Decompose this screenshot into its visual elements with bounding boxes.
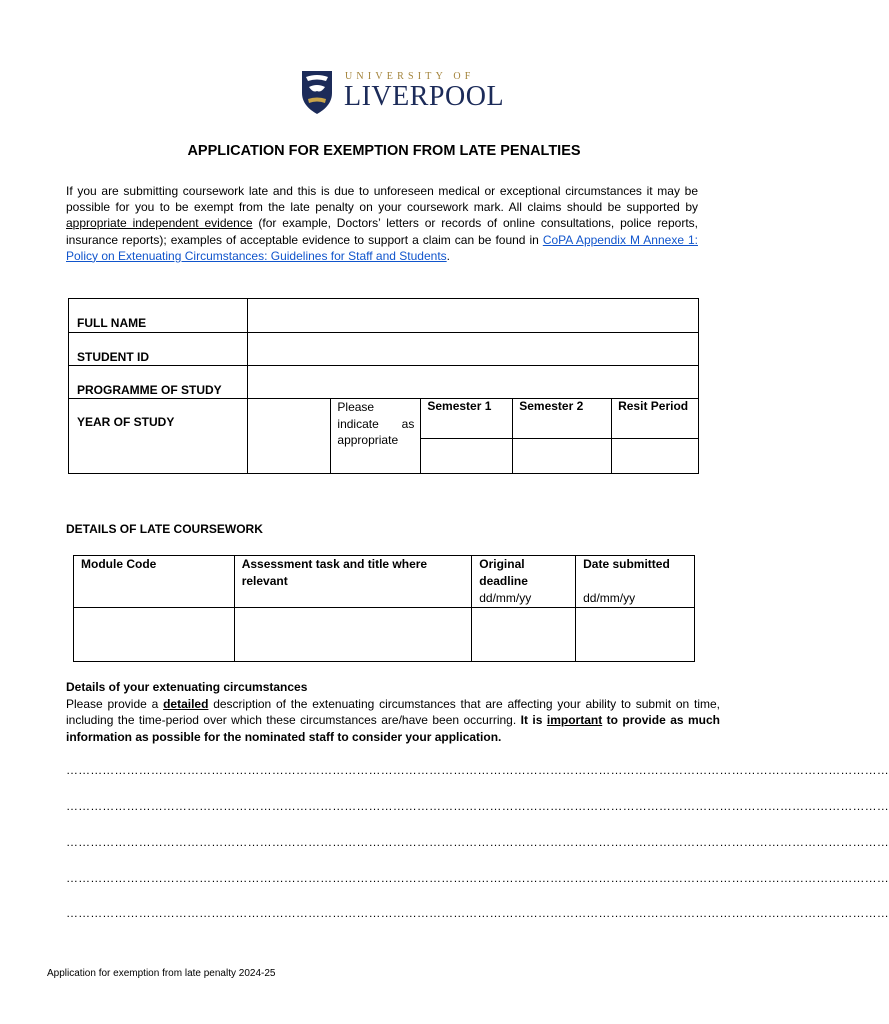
student-id-field[interactable] xyxy=(247,333,698,366)
instr-detailed: detailed xyxy=(163,696,209,711)
answer-line-3[interactable]: …………………………………………………………………………………………………………………………………………………………………………………… xyxy=(66,835,889,849)
intro-paragraph xyxy=(66,183,698,264)
instr-bold-1: It is xyxy=(520,713,547,727)
intro-text-3: . xyxy=(446,248,450,263)
module-code-header: Module Code xyxy=(74,556,235,608)
module-code-field[interactable] xyxy=(74,608,235,662)
student-id-label: STUDENT ID xyxy=(69,333,248,366)
answer-line-2[interactable]: …………………………………………………………………………………………………………………………………………………………………………………… xyxy=(66,799,889,813)
semester-1-checkbox-cell[interactable] xyxy=(421,439,513,474)
logo-liverpool: LIVERPOOL xyxy=(344,81,505,112)
late-coursework-heading: DETAILS OF LATE COURSEWORK xyxy=(66,522,263,536)
original-deadline-label: Original deadline xyxy=(479,557,528,588)
original-deadline-header xyxy=(472,556,576,608)
full-name-label: FULL NAME xyxy=(69,299,248,333)
instr-bold-2: to provide as much information as possible for the nominated staff to consider your application. xyxy=(66,713,721,744)
indicate-note: Please indicate as appropriate xyxy=(331,399,421,474)
date-submitted-format: dd/mm/yy xyxy=(583,591,636,605)
date-submitted-label: Date submitted xyxy=(583,557,670,571)
instr-important: important xyxy=(546,713,603,727)
circumstances-section xyxy=(66,679,720,745)
year-of-study-label: YEAR OF STUDY xyxy=(69,399,248,474)
original-deadline-field[interactable] xyxy=(472,608,576,662)
circumstances-heading: Details of your extenuating circumstances xyxy=(66,680,308,694)
answer-line-5[interactable]: …………………………………………………………………………………………………………………………………………………………………………………… xyxy=(66,906,889,920)
form-title: APPLICATION FOR EXEMPTION FROM LATE PENALTIES xyxy=(187,143,581,159)
copa-policy-link[interactable]: CoPA Appendix M Annexe 1: Policy on Extenuating Circumstances: Guidelines for Staff and Students xyxy=(66,232,698,263)
assessment-field[interactable] xyxy=(234,608,472,662)
intro-evidence-underlined: appropriate independent evidence xyxy=(66,216,253,231)
date-submitted-field[interactable] xyxy=(576,608,695,662)
programme-label: PROGRAMME OF STUDY xyxy=(69,366,248,399)
late-coursework-table xyxy=(73,555,695,662)
instr-text-1: Please provide a xyxy=(66,696,164,711)
crest-icon xyxy=(300,69,334,115)
answer-line-1[interactable]: …………………………………………………………………………………………………………………………………………………………………………………… xyxy=(66,763,889,777)
answer-line-4[interactable]: …………………………………………………………………………………………………………………………………………………………………………………… xyxy=(66,871,889,885)
semester-1-header: Semester 1 xyxy=(421,399,513,439)
date-submitted-header xyxy=(576,556,695,608)
full-name-field[interactable] xyxy=(247,299,698,333)
page-footer: Application for exemption from late penalty 2024-25 xyxy=(47,968,276,979)
year-of-study-field[interactable] xyxy=(247,399,331,474)
semester-2-header: Semester 2 xyxy=(513,399,612,439)
resit-period-header: Resit Period xyxy=(612,399,699,439)
assessment-header: Assessment task and title where relevant xyxy=(234,556,472,608)
programme-field[interactable] xyxy=(247,366,698,399)
intro-text-1: If you are submitting coursework late and this is due to unforeseen medical or exceptional circumstances it may be possible for you to be exempt from the late penalty on your coursework mark. All claims should be supported by xyxy=(66,184,698,215)
circumstances-instructions xyxy=(66,696,720,746)
intro-text-2: (for example, Doctors’ letters or records of online consultations, police reports, insurance reports); examples of acceptable evidence to support a claim can be found in xyxy=(66,216,698,247)
semester-2-checkbox-cell[interactable] xyxy=(513,439,612,474)
logo-university-of: UNIVERSITY OF xyxy=(345,71,475,82)
student-details-table xyxy=(68,298,699,474)
university-logo xyxy=(300,69,505,115)
instr-text-2: description of the extenuating circumstances that are affecting your ability to submit on time, including the time-period over which these circumstances are/have been occurring. xyxy=(66,696,720,727)
resit-period-checkbox-cell[interactable] xyxy=(612,439,699,474)
original-deadline-format: dd/mm/yy xyxy=(479,591,532,605)
